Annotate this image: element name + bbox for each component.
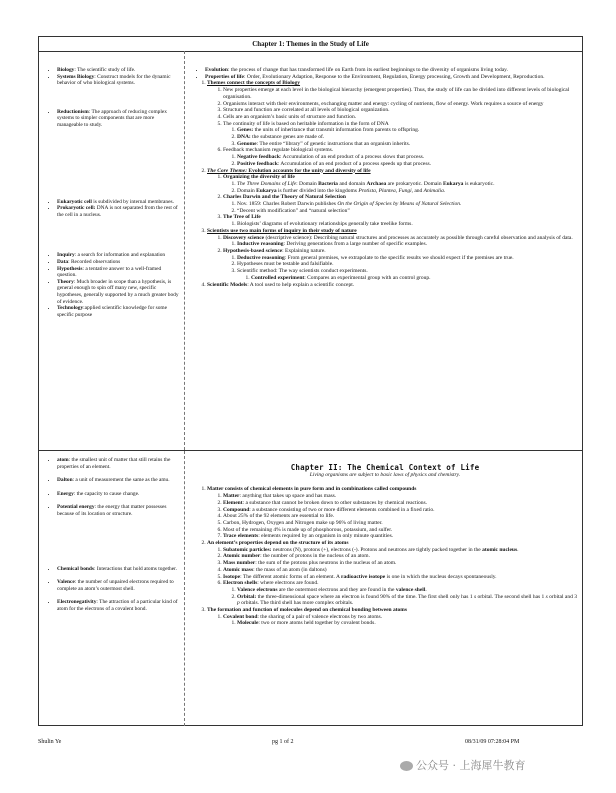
- sidebar-term: • Technology:applied scientific knowledge for some specific purpose: [57, 305, 181, 318]
- sidebar-term: • Electronegativity: The attraction of a particular kind of atom for the electrons of a covalent bond.: [57, 599, 181, 612]
- sidebar-term: • Valence: the number of unpaired electrons required to complete an atom’s outermost shell.: [57, 579, 181, 592]
- list-item: 2. Hypothesis-based science: Explaining nature. 1. Deductive reasoning: From general premises, we extrapolate to the specific results we should expect if the premises are true. 2. Hypotheses must be testable and falsifiable. 3. Scientific method: The way scientists conduct experiments. 1. Controlled experiment: Compares an experimental group with an control group.: [223, 248, 579, 282]
- sidebar-term: • Data: Recorded observations: [57, 259, 181, 266]
- list-item: 5. Isotope: The different atomic forms of an element. A radioactive isotope is one in which the nucleus decays spontaneously.: [223, 574, 579, 581]
- sidebar-term: • Hypothesis: a tentative answer to a well-framed question.: [57, 266, 181, 279]
- list-item: 1. Nov. 1859: Charles Robert Darwin publishes On the Origin of Species by Means of Natural Selection.: [237, 201, 579, 208]
- list-item: 1. Biologists’ diagrams of evolutionary relationships generally take treelike forms.: [237, 221, 579, 228]
- list-item: 5. The continuity of life is based on heritable information in the form of DNA 1. Genes: the units of inheritance that transmit information from parents to offspring. 2. DNA: the substance genes are made of. 3. Genome: The entire “library” of genetic instructions that an organism inherits.: [223, 121, 579, 148]
- list-item: 4. Atomic mass: the mass of an atom (in daltons): [223, 567, 579, 574]
- chapter2-sidebar: [45, 457, 181, 613]
- properties-definition: • Properties of life: Order, Evolutionary Adaption, Response to the Environment, Regulation, Energy processing, Growth and Development, Reproduction.: [205, 74, 579, 81]
- list-item: 1. New properties emerge at each level in the biological hierarchy (emergent properties). Thus, the study of life can be divided into different levels of biological organisation.: [223, 87, 579, 100]
- list-item: 2. “Decent with modification” and “natural selection”: [237, 208, 579, 215]
- list-item: 1. Subatomic particles: neutrons (N), protons (+), electrons (-). Protons and neutrons are tightly packed together in the atomic nucleus.: [223, 547, 579, 554]
- list-item: 2. Domain Eukarya is further divided into the kingdoms Protista, Plantea, Fungi, and Animalia.: [237, 188, 579, 195]
- section-heading: 3. The formation and function of molecules depend on chemical bonding between atoms 1. Covalent bond: the sharing of a pair of valence electrons by two atoms. 1. Molecule: two or more atoms held together by covalent bonds.: [207, 607, 579, 627]
- sidebar-term: • atom: the smallest unit of matter that still retains the properties of an element.: [57, 457, 181, 470]
- list-item: 2. Hypotheses must be testable and falsifiable.: [237, 261, 579, 268]
- list-item: 2. Organisms interact with their environments, exchanging matter and energy: cycling of nutrients, flow of energy. Work requires a source of energy: [223, 101, 579, 108]
- list-item: 4. About 25% of the 92 elements are essential to life.: [223, 513, 579, 520]
- list-item: 2. Atomic number: the number of protons in the nucleus of an atom.: [223, 553, 579, 560]
- list-item: 2. Element: a substance that cannot be broken down to other substances by chemical reactions.: [223, 500, 579, 507]
- list-item: 2. DNA: the substance genes are made of.: [237, 134, 579, 141]
- evolution-definition: • Evolution: the process of change that has transformed life on Earth from its earliest beginnings to the diversity of organisms living today.: [205, 67, 579, 74]
- notes-frame: [38, 36, 583, 726]
- chapter2-title: Chapter II: The Chemical Context of Life: [290, 463, 480, 472]
- list-item: 3. Genome: The entire “library” of genetic instructions that an organism inherits.: [237, 141, 579, 148]
- list-item: 2. Orbital: the three-dimensional space where an electron is found 90% of the time. The first shell only has 1 s orbital. The second shell has 1 s orbital and 3 p orbitals. The third shell has more complex orbitals.: [237, 594, 579, 607]
- list-item: 6. Feedback mechanism regulate biological systems. 1. Negative feedback: Accumulation of an end product of a process slows that process. 2. Positive feedback: Accumulation of an end product of a process speeds up that process.: [223, 147, 579, 167]
- list-item: 5. Carbon, Hydrogen, Oxygen and Nitrogen make up 96% of living matter.: [223, 520, 579, 527]
- chapter2-subtitle: Living organisms are subject to basic laws of physics and chemistry.: [309, 471, 461, 478]
- list-item: 3. Scientific method: The way scientists conduct experiments. 1. Controlled experiment: Compares an experimental group with an control group.: [237, 268, 579, 281]
- list-item: 3. Mass number: the sum of the protons plus neutrons in the nucleus of an atom.: [223, 560, 579, 567]
- list-item: 1. Valence electrons are the outermost electrons and they are found in the valence shell.: [237, 587, 579, 594]
- list-item: 6. Most of the remaining 4% is made up of phosphorous, potassium, and sulfer.: [223, 527, 579, 534]
- list-item: 1. Deductive reasoning: From general premises, we extrapolate to the specific results we should expect if the premises are true.: [237, 255, 579, 262]
- sidebar-term: • Dalton: a unit of measurement the same as the amu.: [57, 477, 181, 484]
- list-item: 1. Controlled experiment: Compares an experimental group with an control group.: [251, 275, 579, 282]
- list-item: 1. Matter: anything that takes up space and has mass.: [223, 493, 579, 500]
- sidebar-term: • Eukaryotic cell is subdivided by internal membranes.: [57, 199, 181, 206]
- sidebar-term: • Prokaryotic cell: DNA is not separated from the rest of the cell in a nucleus.: [57, 205, 181, 218]
- sidebar-term: • Energy: the capacity to cause change.: [57, 491, 181, 498]
- section-heading: 2. An element’s properties depend on the structure of its atoms 1. Subatomic particles: neutrons (N), protons (+), electrons (-). Protons and neutrons are tightly packed together in the atomic nucleus. 2. Atomic number: the number of protons in the nucleus of an atom. 3. Mass number: the sum of the protons plus neutrons in the nucleus of an atom. 4. Atomic mass: the mass of an atom (in daltons) 5. Isotope: The different atomic forms of an element. A radioactive isotope is one in which the nucleus decays spontaneously. 6. Electron shells: where electrons are found. 1. Valence electrons are the outermost electrons and they are found in the valence shell. 2. Orbital: the three-dimensional space where an electron is found 90% of the time. The first shell only has 1 s orbital. The second shell has 1 s orbital and 3 p orbitals. The third shell has more complex orbitals.: [207, 540, 579, 607]
- section-divider: [39, 450, 582, 451]
- list-item: 3. The Tree of Life 1. Biologists’ diagrams of evolutionary relationships generally take treelike forms.: [223, 214, 579, 227]
- list-item: 4. Cells are an organism’s basic units of structure and function.: [223, 114, 579, 121]
- chapter2-main: [191, 465, 579, 627]
- section-heading: 1. Matter consists of chemical elements in pure form and in combinations called compounds 1. Matter: anything that takes up space and has mass. 2. Element: a substance that cannot be broken down to other substances by chemical reactions. 3. Compound: a substance consisting of two or more different elements combined in a fixed ratio. 4. About 25% of the 92 elements are essential to life. 5. Carbon, Hydrogen, Oxygen and Nitrogen make up 96% of living matter. 6. Most of the remaining 4% is made up of phosphorous, potassium, and sulfer. 7. Trace elements: elements required by an organism in only minute quantities.: [207, 486, 579, 540]
- list-item: 1. Discovery science (descriptive science): Describing natural structures and processes as accurately as possible through careful observation and analysis of data. 1. Inductive reasoning: Deriving generations from a large number of specific examples.: [223, 235, 579, 248]
- list-item: 1. Molecule: two or more atoms held together by covalent bonds.: [237, 620, 579, 627]
- watermark: 公众号 · 上海犀牛教育: [400, 757, 526, 773]
- sidebar-term: • Chemical bonds: Interactions that hold atoms together.: [57, 566, 181, 573]
- list-item: 2. Charles Darwin and the Theory of Natural Selection 1. Nov. 1859: Charles Robert Darwin publishes On the Origin of Species by Means of Natural Selection. 2. “Decent with modification” and “natural selection”: [223, 194, 579, 214]
- footer-page: pg 1 of 2: [272, 739, 294, 745]
- list-item: 7. Trace elements: elements required by an organism in only minute quantities.: [223, 533, 579, 540]
- column-divider-1: [184, 51, 185, 450]
- chapter1-main: [191, 67, 579, 288]
- list-item: 1. Covalent bond: the sharing of a pair of valence electrons by two atoms. 1. Molecule: two or more atoms held together by covalent bonds.: [223, 614, 579, 627]
- footer-author: Shulin Ye: [38, 739, 62, 745]
- footer-date: 08/31/09 07:28:04 PM: [465, 739, 520, 745]
- section-heading: 1. Themes connect the concepts of Biology 1. New properties emerge at each level in the biological hierarchy (emergent properties). Thus, the study of life can be divided into different levels of biological organisation. 2. Organisms interact with their environments, exchanging matter and energy: cycling of nutrients, flow of energy. Work requires a source of energy 3. Structure and function are correlated at all levels of biological organization. 4. Cells are an organism’s basic units of structure and function. 5. The continuity of life is based on heritable information in the form of DNA 1. Genes: the units of inheritance that transmit information from parents to offspring. 2. DNA: the substance genes are made of. 3. Genome: The entire “library” of genetic instructions that an organism inherits. 6. Feedback mechanism regulate biological systems. 1. Negative feedback: Accumulation of an end product of a process slows that process. 2. Positive feedback: Accumulation of an end product of a process speeds up that process.: [207, 80, 579, 167]
- section-heading: 3. Scientists use two main forms of inquiry in their study of nature 1. Discovery science (descriptive science): Describing natural structures and processes as accurately as possible through careful observation and analysis of data. 1. Inductive reasoning: Deriving generations from a large number of specific examples. 2. Hypothesis-based science: Explaining nature. 1. Deductive reasoning: From general premises, we extrapolate to the specific results we should expect if the premises are true. 2. Hypotheses must be testable and falsifiable. 3. Scientific method: The way scientists conduct experiments. 1. Controlled experiment: Compares an experimental group with an control group.: [207, 228, 579, 282]
- section-heading: 2. The Core Theme: Evolution accounts for the unity and diversity of life 1. Organizing the diversity of life 1. The Three Domains of Life: Domain Bacteria and domain Archaea are prokaryotic. Domain Eukarya is eukaryotic. 2. Domain Eukarya is further divided into the kingdoms Protista, Plantea, Fungi, and Animalia. 2. Charles Darwin and the Theory of Natural Selection 1. Nov. 1859: Charles Robert Darwin publishes On the Origin of Species by Means of Natural Selection. 2. “Decent with modification” and “natural selection” 3. The Tree of Life 1. Biologists’ diagrams of evolutionary relationships generally take treelike forms.: [207, 168, 579, 228]
- list-item: 1. Negative feedback: Accumulation of an end product of a process slows that process.: [237, 154, 579, 161]
- list-item: 1. Inductive reasoning: Deriving generations from a large number of specific examples.: [237, 241, 579, 248]
- wechat-icon: [400, 761, 413, 771]
- list-item: 3. Structure and function are correlated at all levels of biological organization.: [223, 107, 579, 114]
- list-item: 6. Electron shells: where electrons are found. 1. Valence electrons are the outermost electrons and they are found in the valence shell. 2. Orbital: the three-dimensional space where an electron is found 90% of the time. The first shell only has 1 s orbital. The second shell has 1 s orbital and 3 p orbitals. The third shell has more complex orbitals.: [223, 580, 579, 607]
- column-divider-2: [184, 451, 185, 726]
- list-item: 1. Organizing the diversity of life 1. The Three Domains of Life: Domain Bacteria and domain Archaea are prokaryotic. Domain Eukarya is eukaryotic. 2. Domain Eukarya is further divided into the kingdoms Protista, Plantea, Fungi, and Animalia.: [223, 174, 579, 194]
- list-item: 1. Genes: the units of inheritance that transmit information from parents to offspring.: [237, 127, 579, 134]
- sidebar-term: • Inquiry: a search for information and explanation: [57, 252, 181, 259]
- list-item: 2. Positive feedback: Accumulation of an end product of a process speeds up that process.: [237, 161, 579, 168]
- chapter1-sidebar: [45, 67, 181, 318]
- sidebar-term: • Reductionism: The approach of reducing complex systems to simpler components that are more manageable to study.: [57, 109, 181, 129]
- section-heading: 4. Scientific Models: A tool used to help explain a scientific concept.: [207, 282, 579, 289]
- sidebar-term: • Systems Biology: Construct models for the dynamic behavior of who biological systems.: [57, 74, 181, 87]
- sidebar-term: • Theory: Much broader in scope than a hypothesis, is general enough to spin off many new, specific hypotheses, generally supported by a much greater body of evidence.: [57, 279, 181, 305]
- list-item: 1. The Three Domains of Life: Domain Bacteria and domain Archaea are prokaryotic. Domain Eukarya is eukaryotic.: [237, 181, 579, 188]
- sidebar-term: • Potential energy: the energy that matter possesses because of its location or structure.: [57, 504, 181, 517]
- sidebar-term: • Biology: The scientific study of life.: [57, 67, 181, 74]
- chapter1-title: Chapter 1: Themes in the Study of Life: [39, 37, 582, 52]
- list-item: 3. Compound: a substance consisting of two or more different elements combined in a fixed ratio.: [223, 507, 579, 514]
